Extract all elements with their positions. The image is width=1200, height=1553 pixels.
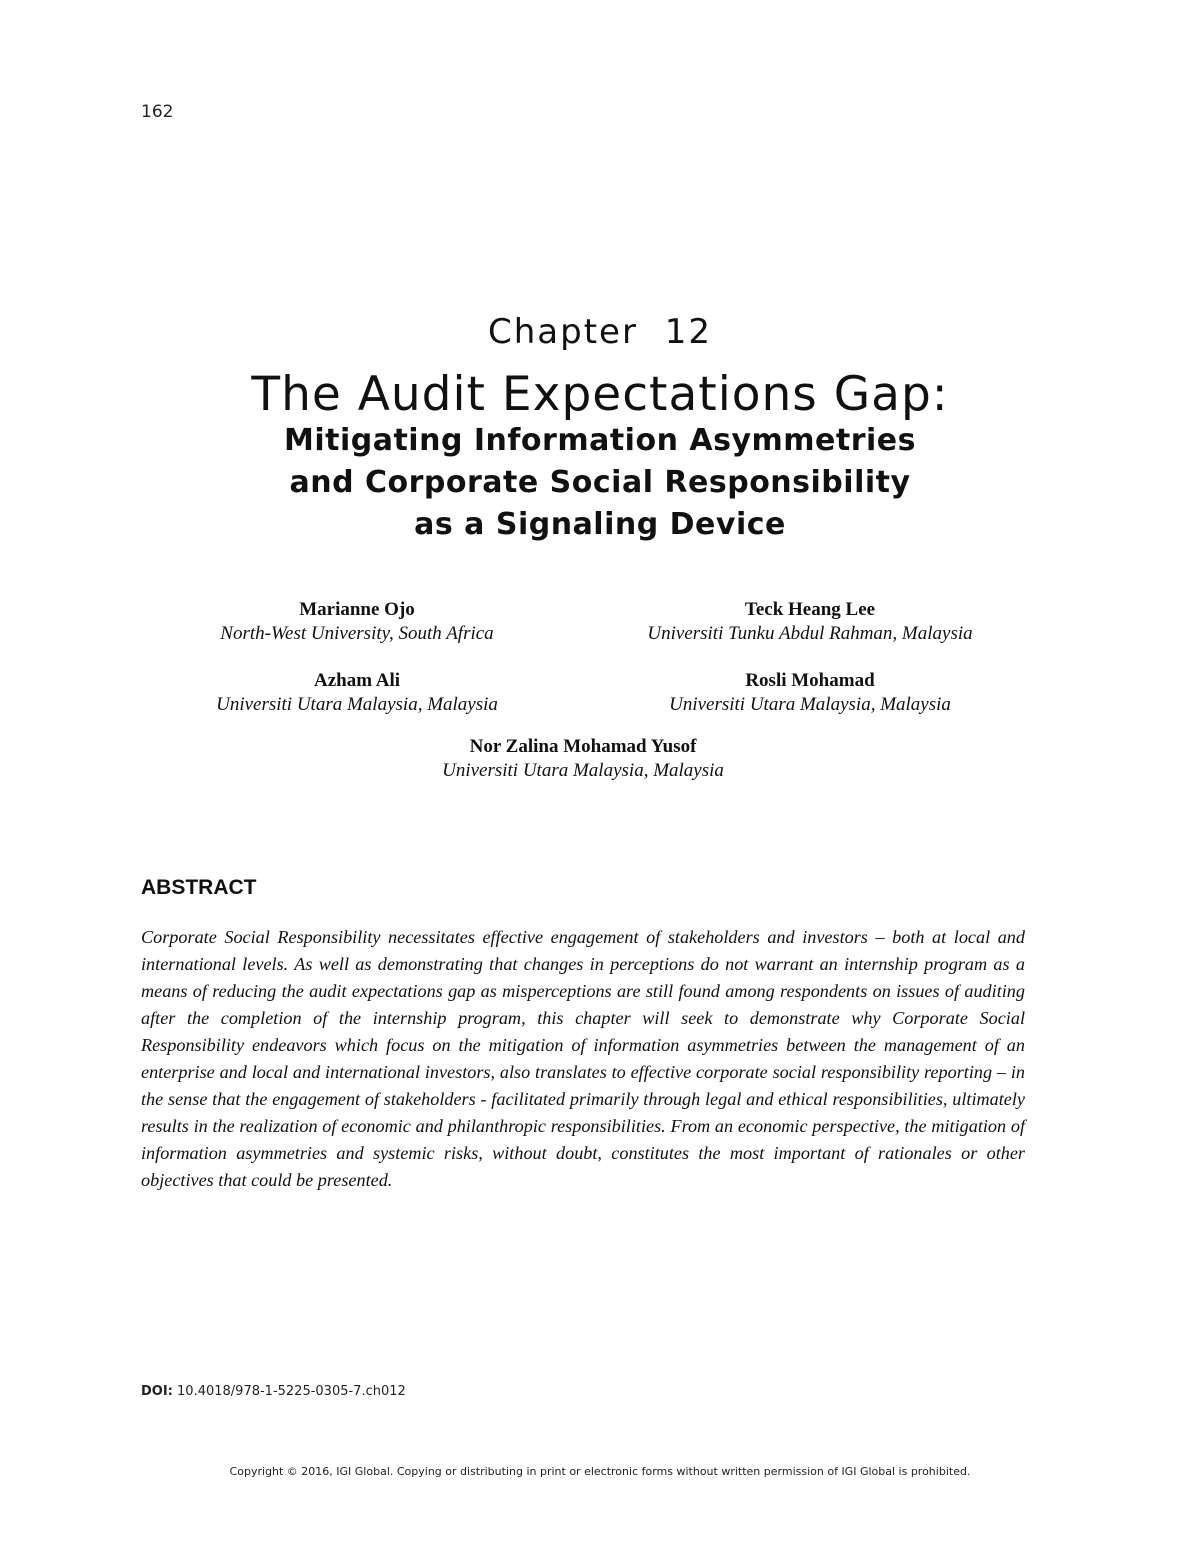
author-block xyxy=(107,598,607,646)
author-name: Nor Zalina Mohamad Yusof xyxy=(469,736,697,757)
author-block xyxy=(333,735,833,783)
author-affiliation: Universiti Tunku Abdul Rahman, Malaysia xyxy=(647,623,973,644)
chapter-title: The Audit Expectations Gap: xyxy=(251,367,949,422)
author-name: Marianne Ojo xyxy=(299,599,415,620)
author-name: Rosli Mohamad xyxy=(745,670,875,691)
abstract-body: Corporate Social Responsibility necessitates effective engagement of stakeholders and investors – both at local and international levels. As well as demonstrating that changes in perceptions do not warrant an internship program as a means of reducing the audit expectations gap as misperceptions are still found among respondents on issues of auditing after the completion of the internship program, this chapter will seek to demonstrate why Corporate Social Responsibility endeavors which focus on the mitigation of information asymmetries between the management of an enterprise and local and international investors, also translates to effective corporate social responsibility reporting – in the sense that the engagement of stakeholders - facilitated primarily through legal and ethical responsibilities, ultimately results in the realization of economic and philanthropic responsibilities. From an economic perspective, the mitigation of information asymmetries and systemic risks, without doubt, constitutes the most important of rationales or other objectives that could be presented. xyxy=(141,927,1025,1190)
subtitle-line: as a Signaling Device xyxy=(414,507,786,542)
author-affiliation: Universiti Utara Malaysia, Malaysia xyxy=(669,694,951,715)
author-block xyxy=(107,669,607,717)
author-name: Azham Ali xyxy=(313,670,401,691)
author-block xyxy=(560,598,1060,646)
subtitle-line: and Corporate Social Responsibility xyxy=(289,465,911,500)
author-affiliation: Universiti Utara Malaysia, Malaysia xyxy=(216,694,498,715)
author-affiliation: North-West University, South Africa xyxy=(220,623,494,644)
author-affiliation: Universiti Utara Malaysia, Malaysia xyxy=(442,760,724,781)
author-block xyxy=(560,669,1060,717)
author-name: Teck Heang Lee xyxy=(744,599,876,620)
doi xyxy=(141,1384,406,1399)
chapter-subtitle xyxy=(0,420,1200,546)
abstract-heading: ABSTRACT xyxy=(141,876,257,899)
copyright-notice: Copyright © 2016, IGI Global. Copying or distributing in print or electronic forms without written permission of IGI Global is prohibited. xyxy=(229,1465,971,1478)
chapter-label: Chapter 12 xyxy=(487,312,712,352)
doi-value: 10.4018/978-1-5225-0305-7.ch012 xyxy=(177,1384,406,1399)
page-number: 162 xyxy=(141,102,174,122)
doi-label: DOI: xyxy=(141,1384,173,1399)
subtitle-line: Mitigating Information Asymmetries xyxy=(283,423,916,458)
